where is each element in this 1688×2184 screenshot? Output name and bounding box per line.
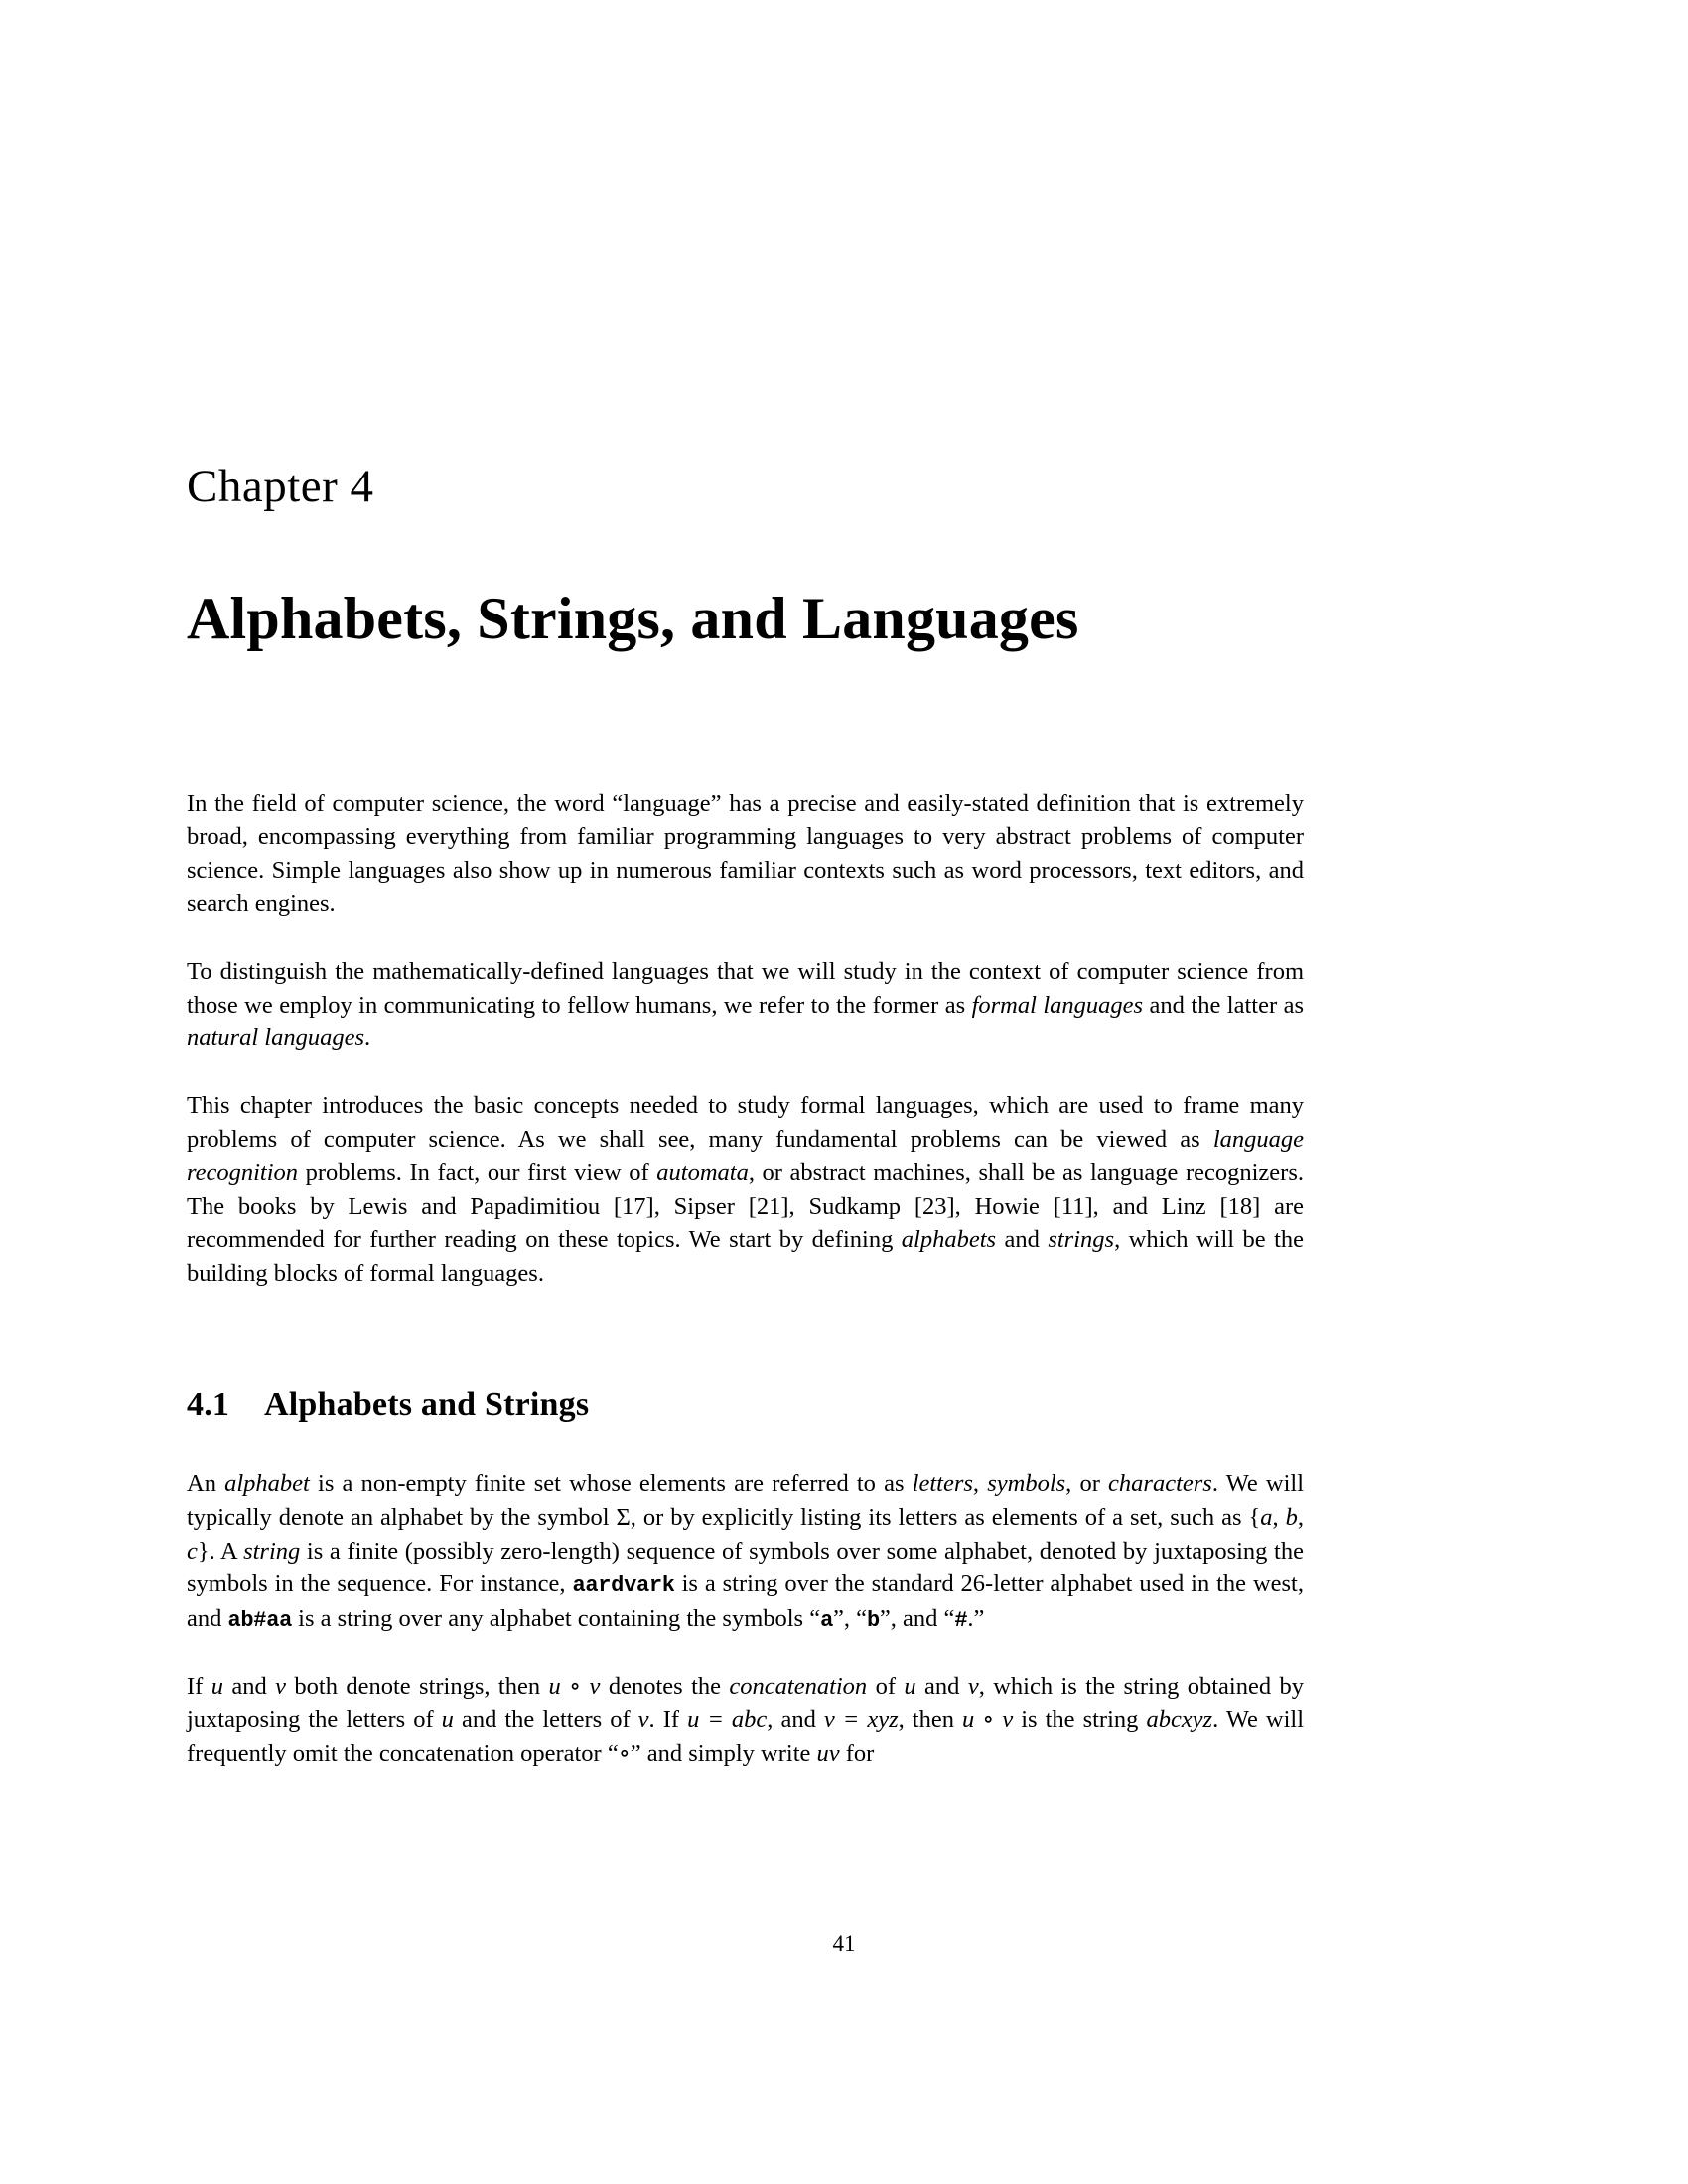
text-run: , which will be the building blocks of formal languages. [187,1226,1305,1288]
code-symbol-b: b [867,1607,880,1633]
italic-term-concatenation: concatenation [729,1673,868,1701]
text-run: and the latter as [1143,991,1304,1019]
chapter-title: Alphabets, Strings, and Languages [187,585,1079,651]
set-element-b: b [1285,1503,1298,1531]
section-title: Alphabets and Strings [264,1386,590,1424]
text-run: If [187,1673,211,1701]
math-expr-u-circ-v: u ∘ v [548,1673,601,1701]
text-run: and the letters of [453,1706,638,1733]
text-run: An [187,1470,225,1498]
section-4-1-paragraph-1 [187,1467,1304,1636]
set-element-a: a [1260,1503,1273,1531]
sigma-symbol: Σ [616,1503,631,1531]
set-comma: , [1297,1503,1304,1531]
section-heading-4-1 [187,1386,1304,1424]
intro-paragraph-2 [187,955,1304,1055]
text-run: , then [898,1706,963,1733]
text-run: and [915,1673,968,1701]
code-string-abhashaa: ab#aa [227,1607,293,1633]
text-run: is a non-empty finite set whose elements are referred to as [309,1470,913,1498]
text-run: To distinguish the mathematically-defined languages that we will study in the context of computer science from those we employ in communicating to fellow humans, we refer to the former as [187,957,1304,1019]
italic-term-formal-languages: formal languages [971,991,1144,1019]
text-run: , or by explicitly listing its letters as elements of a set, such as [630,1503,1249,1531]
text-run: problems. In fact, our first view of [298,1159,657,1186]
italic-term-alphabet: alphabet [224,1470,310,1498]
math-var-v: v [637,1706,649,1733]
text-run: of [867,1673,905,1701]
section-number: 4.1 [187,1386,230,1424]
italic-term-automata: automata [656,1159,749,1186]
italic-term-alphabets: alphabets [901,1226,997,1254]
set-open-brace: { [1248,1503,1261,1531]
text-run: denotes the [600,1673,730,1701]
math-var-u: u [441,1706,454,1733]
text-run: ” and simply write [630,1739,817,1767]
text-run: This chapter introduces the basic concepts needed to study formal languages, which are used to frame many problems of computer science. As we shall see, many fundamental problems can be viewed as [187,1092,1304,1154]
intro-paragraph-1: In the field of computer science, the word “language” has a precise and easily-stated definition that is extremely broad, encompassing everything from familiar programming languages to very abstract problems of computer science. Simple languages also show up in numerous familiar contexts such as word processors, text editors, and search engines. [187,789,1304,918]
set-close-brace: } [197,1537,210,1565]
italic-term-string: string [243,1537,301,1565]
text-run: for [839,1739,875,1767]
text-run: . We will typically denote an alphabet by the symbol [187,1470,1305,1531]
text-run: . A [209,1537,244,1565]
italic-term-language-recognition: language recognition [187,1126,1304,1186]
section-4-1-paragraph-2 [187,1670,1304,1770]
math-eq-u-abc: u = abc [687,1706,768,1733]
text-run: and [996,1226,1049,1254]
text-run: , or [1065,1470,1109,1498]
text-run: .” [967,1604,985,1632]
math-var-u: u [211,1673,223,1701]
text-run: is a finite (possibly zero-length) sequence of symbols over some alphabet, denoted by juxtaposing the symbols in the sequence. For instance, [187,1537,1304,1598]
text-run: , or abstract machines, shall be as language recognizers. The books by Lewis and Papadimitiou [17], Sipser [21], Sudkamp [23], Howie [11], and Linz [18] are recommended for further reading on these topics. We start by defining [187,1159,1304,1254]
text-run: and [222,1673,276,1701]
math-expr-u-circ-v: u ∘ v [962,1706,1014,1733]
set-element-c: c [187,1537,198,1565]
code-symbol-a: a [820,1607,833,1633]
italic-term-strings: strings [1048,1226,1115,1254]
text-run: . [364,1024,371,1052]
page-number: 41 [832,1931,856,1956]
math-var-v: v [275,1673,287,1701]
text-run: , [972,1470,988,1498]
text-run: , which is the string obtained by juxtaposing the letters of [187,1673,1304,1733]
intro-paragraph-3 [187,1089,1304,1291]
text-run: ”, “ [833,1604,867,1632]
text-run: ”, and “ [879,1604,955,1632]
math-string-abcxyz: abcxyz [1146,1706,1213,1733]
text-run: . If [648,1706,688,1733]
math-operator-circ: ∘ [618,1739,631,1767]
math-string-uv: uv [816,1739,840,1767]
math-eq-v-xyz: v = xyz [823,1706,899,1733]
italic-term-characters: characters [1108,1470,1212,1498]
text-run: . We will frequently omit the concatenation operator “ [187,1706,1305,1767]
math-var-u: u [904,1673,916,1701]
text-run: , and [767,1706,824,1733]
set-comma: , [1272,1503,1286,1531]
code-string-aardvark: aardvark [572,1573,675,1599]
italic-term-natural-languages: natural languages [187,1024,364,1052]
text-run: both denote strings, then [286,1673,549,1701]
italic-term-symbols: symbols [987,1470,1066,1498]
chapter-number: Chapter 4 [187,461,374,512]
text-run: is a string over the standard 26-letter alphabet used in the west, and [187,1570,1304,1632]
text-run: is a string over any alphabet containing the symbols “ [292,1604,821,1632]
code-symbol-hash: # [954,1607,968,1633]
page-content [187,0,1304,1795]
italic-term-letters: letters [912,1470,973,1498]
math-var-v: v [967,1673,979,1701]
text-run: is the string [1013,1706,1147,1733]
